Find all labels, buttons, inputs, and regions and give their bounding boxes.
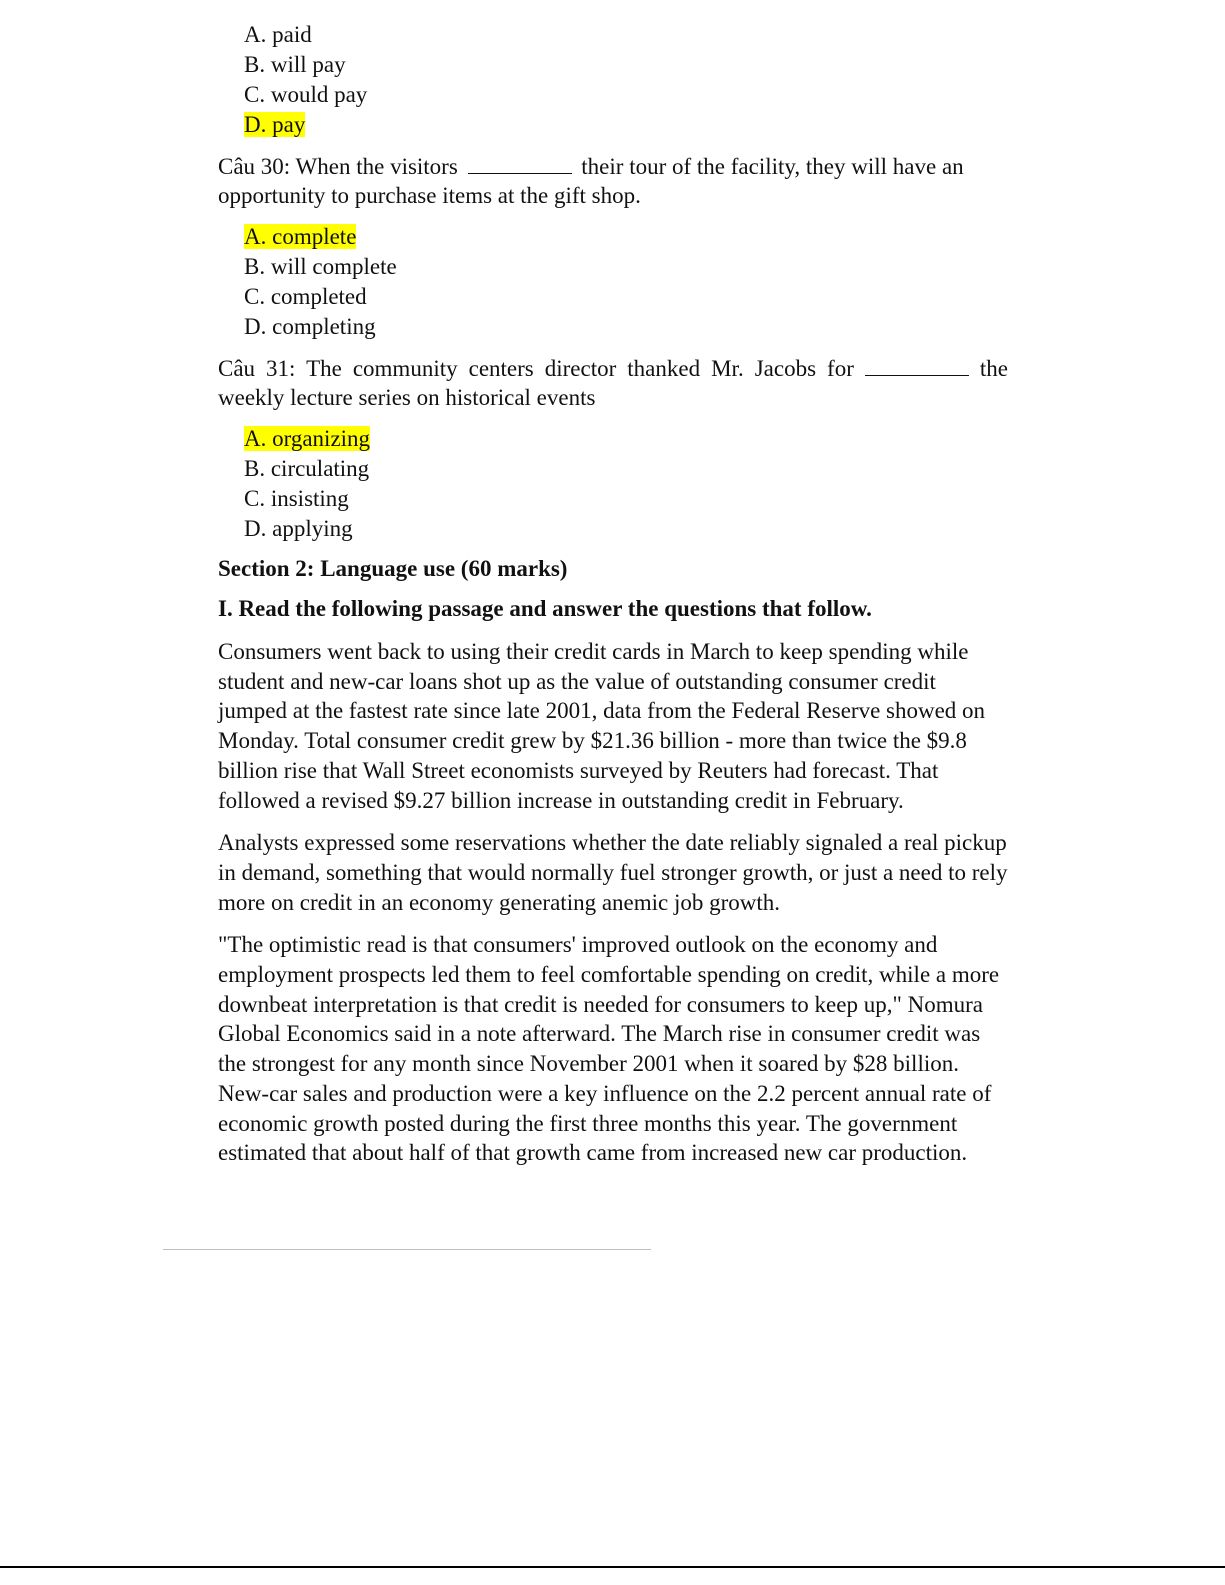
highlighted-answer: D. pay [244, 112, 306, 137]
document-page [218, 20, 1008, 1180]
part-1-heading: I. Read the following passage and answer the questions that follow. [218, 596, 872, 621]
page-bottom-edge [0, 1566, 1225, 1568]
question-30 [218, 152, 1008, 210]
q29-option-b: B. will pay [244, 52, 346, 77]
footnote-separator [163, 1249, 651, 1250]
q29-option-d [244, 110, 1008, 140]
q31-options [218, 424, 1008, 544]
highlighted-answer: A. complete [244, 224, 357, 249]
q29-options [218, 20, 1008, 140]
q30-option-a [244, 222, 1008, 252]
question-31-line1: Câu 31: The community centers director thanked Mr. Jacobs for the [218, 356, 1008, 381]
passage-paragraph-3: "The optimistic read is that consumers' improved outlook on the economy and employment prospects led them to feel comfortable spending on credit, while a more downbeat interpretation is that credit is needed for consumers to keep up," Nomura Global Economics said in a note afterward. The March rise in consumer credit was the strongest for any month since November 2001 when it soared by $28 billion. New-car sales and production were a key influence on the 2.2 percent annual rate of economic growth posted during the first three months this year. The government estimated that about half of that growth came from increased new car production. [218, 932, 1000, 1166]
q30-option-b: B. will complete [244, 254, 397, 279]
q31-option-c: C. insisting [244, 486, 349, 511]
q30-options [218, 222, 1008, 342]
q29-option-a: A. paid [244, 22, 312, 47]
question-31-line2: weekly lecture series on historical events [218, 385, 596, 410]
question-31 [218, 354, 1008, 412]
q31-option-a [244, 424, 1008, 454]
q31-option-b: B. circulating [244, 456, 370, 481]
passage-paragraph-2: Analysts expressed some reservations whether the date reliably signaled a real pickup in demand, something that would normally fuel stronger growth, or just a need to rely more on credit in an economy generating anemic job growth. [218, 830, 1008, 915]
answer-blank [865, 355, 969, 376]
passage-paragraph-1: Consumers went back to using their credit cards in March to keep spending while student and new-car loans shot up as the value of outstanding consumer credit jumped at the fastest rate since late 2001, data from the Federal Reserve showed on Monday. Total consumer credit grew by $21.36 billion - more than twice the $9.8 billion rise that Wall Street economists surveyed by Reuters had forecast. That followed a revised $9.27 billion increase in outstanding credit in February. [218, 639, 986, 813]
section-2-heading: Section 2: Language use (60 marks) [218, 556, 568, 581]
highlighted-answer: A. organizing [244, 426, 371, 451]
q30-option-c: C. completed [244, 284, 367, 309]
question-30-line1: Câu 30: When the visitors their tour of the facility, they will have an [218, 154, 964, 179]
q29-option-c: C. would pay [244, 82, 368, 107]
q30-option-d: D. completing [244, 314, 376, 339]
answer-blank [468, 153, 572, 174]
question-30-line2: opportunity to purchase items at the gift shop. [218, 183, 641, 208]
q31-option-d: D. applying [244, 516, 353, 541]
